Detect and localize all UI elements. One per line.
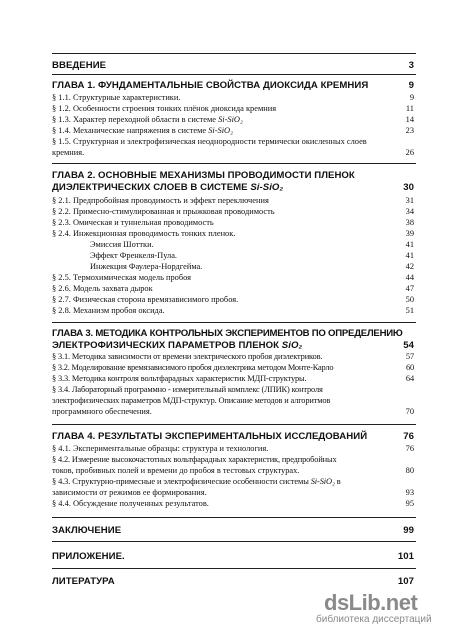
- toc-item: § 3.1. Методика зависимости от времени электрического пробоя диэлектриков. 57: [52, 352, 414, 361]
- toc-item: § 2.8. Механизм пробоя оксида. 51: [52, 306, 414, 315]
- page-number: 95: [405, 499, 414, 508]
- page-number: 39: [405, 229, 414, 238]
- toc-literature: [52, 576, 414, 587]
- page-number: 76: [405, 444, 414, 453]
- toc-item: § 1.1. Структурные характеристики. 9: [52, 93, 414, 102]
- divider: [52, 517, 416, 518]
- toc-item: § 2.5. Термохимическая модель пробоя 44: [52, 273, 414, 282]
- divider: [52, 53, 416, 54]
- toc-item: § 1.2. Особенности строения тонких плёнок диоксида кремния 11: [52, 104, 414, 113]
- toc-item-continued: токов, пробивных полей и времени до пробоя в тестовых структурах. 80: [52, 466, 414, 475]
- page-number: 30: [403, 182, 414, 193]
- divider: [52, 541, 416, 542]
- toc-item-continued: программного обеспечения. 70: [52, 407, 414, 416]
- toc-item: § 2.4. Инжекционная проводимость тонких пленок. 39: [52, 229, 414, 238]
- watermark-subtitle: библиотека диссертаций: [316, 614, 432, 625]
- page-number: 99: [403, 525, 414, 536]
- page-number: 107: [397, 576, 414, 587]
- page-number: 76: [403, 431, 414, 442]
- toc-chapter-4: [52, 431, 414, 442]
- toc-appendix: [52, 551, 414, 562]
- toc-item-continued: кремния. 26: [52, 148, 414, 157]
- toc-subitem: Эффект Френкеля-Пула. 41: [90, 251, 414, 260]
- page-number: 31: [405, 196, 414, 205]
- divider: [52, 568, 416, 569]
- toc-item: § 3.3. Методика контроля вольтфарадных характеристик МДП-структуры. 64: [52, 374, 414, 383]
- toc-heading: ГЛАВА 4. РЕЗУЛЬТАТЫ ЭКСПЕРИМЕНТАЛЬНЫХ ИССЛЕДОВАНИЙ: [52, 431, 368, 442]
- toc-chapter-2-line-2: ДИЭЛЕКТРИЧЕСКИХ СЛОЕВ В СИСТЕМЕ Si-SiO₂ 30: [52, 182, 414, 193]
- toc-item: § 2.1. Предпробойная проводимость и эффект переключения 31: [52, 196, 414, 205]
- toc-subitem: Эмиссия Шоттки. 41: [90, 240, 414, 249]
- page-number: 9: [408, 80, 414, 91]
- toc-chapter-3-line-1: [52, 328, 414, 339]
- page-number: 41: [405, 251, 414, 260]
- page-number: 38: [405, 218, 414, 227]
- toc-item: § 2.6. Модель захвата дырок 47: [52, 284, 414, 293]
- toc-item: § 4.1. Экспериментальные образцы: структура и технология. 76: [52, 444, 414, 453]
- page-number: 70: [405, 407, 414, 416]
- toc-item: § 2.2. Примесно-стимулированная и прыжковая проводимость 34: [52, 207, 414, 216]
- toc-chapter-3-line-2: ЭЛЕКТРОФИЗИЧЕСКИХ ПАРАМЕТРОВ ПЛЕНОК SiO₂ 54: [52, 340, 414, 351]
- page-number: 54: [403, 340, 414, 351]
- page-number: 9: [409, 93, 414, 102]
- divider: [52, 322, 416, 323]
- page-number: 101: [397, 551, 414, 562]
- toc-heading: ГЛАВА 3. МЕТОДИКА КОНТРОЛЬНЫХ ЭКСПЕРИМЕНТОВ ПО ОПРЕДЕЛЕНИЮ: [52, 328, 403, 339]
- toc-item: § 3.4. Лабораторный программно - измерительный комплекс (ЛПИК) контроля: [52, 385, 323, 394]
- page-number: 57: [405, 352, 414, 361]
- page-number: 23: [405, 126, 414, 135]
- toc-item: § 1.4. Механические напряжения в системе Si-SiO₂ 23: [52, 126, 414, 135]
- page-number: 11: [405, 104, 414, 113]
- toc-heading: ПРИЛОЖЕНИЕ.: [52, 551, 125, 562]
- watermark-logo: dsLib.net: [324, 590, 418, 615]
- page-number: 64: [405, 374, 414, 383]
- page-number: 50: [405, 295, 414, 304]
- toc-item: § 2.3. Омическая и туннельная проводимость 38: [52, 218, 414, 227]
- toc-item: § 4.4. Обсуждение полученных результатов. 95: [52, 499, 414, 508]
- page-number: 14: [405, 115, 414, 124]
- toc-heading: ГЛАВА 2. ОСНОВНЫЕ МЕХАНИЗМЫ ПРОВОДИМОСТИ ПЛЕНОК: [52, 170, 355, 181]
- toc-item: § 2.7. Физическая сторона времязависимого пробоя. 50: [52, 295, 414, 304]
- toc-item: § 4.3. Структурно-примесные и электрофизические особенности системы Si-SiO₂ в: [52, 477, 341, 486]
- page-number: 93: [405, 488, 414, 497]
- page-number: 41: [405, 240, 414, 249]
- toc-item: § 1.3. Характер переходной области в системе Si-SiO₂ 14: [52, 115, 414, 124]
- toc-item: § 3.2. Моделирование времязависимого пробоя диэлектрика методом Монте-Карло 60: [52, 363, 414, 372]
- toc-subitem: Инжекция Фаулера-Нордгейма. 42: [90, 262, 414, 271]
- page-number: 34: [405, 207, 414, 216]
- toc-heading: ГЛАВА 1. ФУНДАМЕНТАЛЬНЫЕ СВОЙСТВА ДИОКСИДА КРЕМНИЯ: [52, 80, 369, 91]
- toc-item: § 4.2. Измерение высокочастотных вольтфарадных характеристик, предпробойных: [52, 455, 337, 464]
- toc-heading: ВВЕДЕНИЕ: [52, 60, 107, 71]
- toc-intro: [52, 60, 414, 71]
- watermark: [316, 590, 446, 630]
- page-number: 80: [405, 466, 414, 475]
- toc-chapter-1: [52, 80, 414, 91]
- toc-chapter-2-line-1: [52, 170, 414, 181]
- divider: [52, 74, 416, 75]
- toc-item: § 1.5. Структурная и электрофизическая неоднородности термически окисленных слоев: [52, 137, 367, 146]
- toc-heading: ЛИТЕРАТУРА: [52, 576, 115, 587]
- page-number: 26: [405, 148, 414, 157]
- divider: [52, 163, 416, 164]
- page-number: 60: [406, 363, 414, 372]
- page-number: 51: [405, 306, 414, 315]
- page-number: 47: [405, 284, 414, 293]
- toc-item-continued: зависимости от режимов ее формирования. 93: [52, 488, 414, 497]
- toc-conclusion: [52, 525, 414, 536]
- page-number: 44: [405, 273, 414, 282]
- page-number: 3: [408, 60, 414, 71]
- page-number: 42: [405, 262, 414, 271]
- toc-item-continued: электрофизических параметров МДП-структур. Описание методов и алгоритмов: [52, 396, 331, 405]
- toc-heading: ЗАКЛЮЧЕНИЕ: [52, 525, 122, 536]
- divider: [52, 424, 416, 425]
